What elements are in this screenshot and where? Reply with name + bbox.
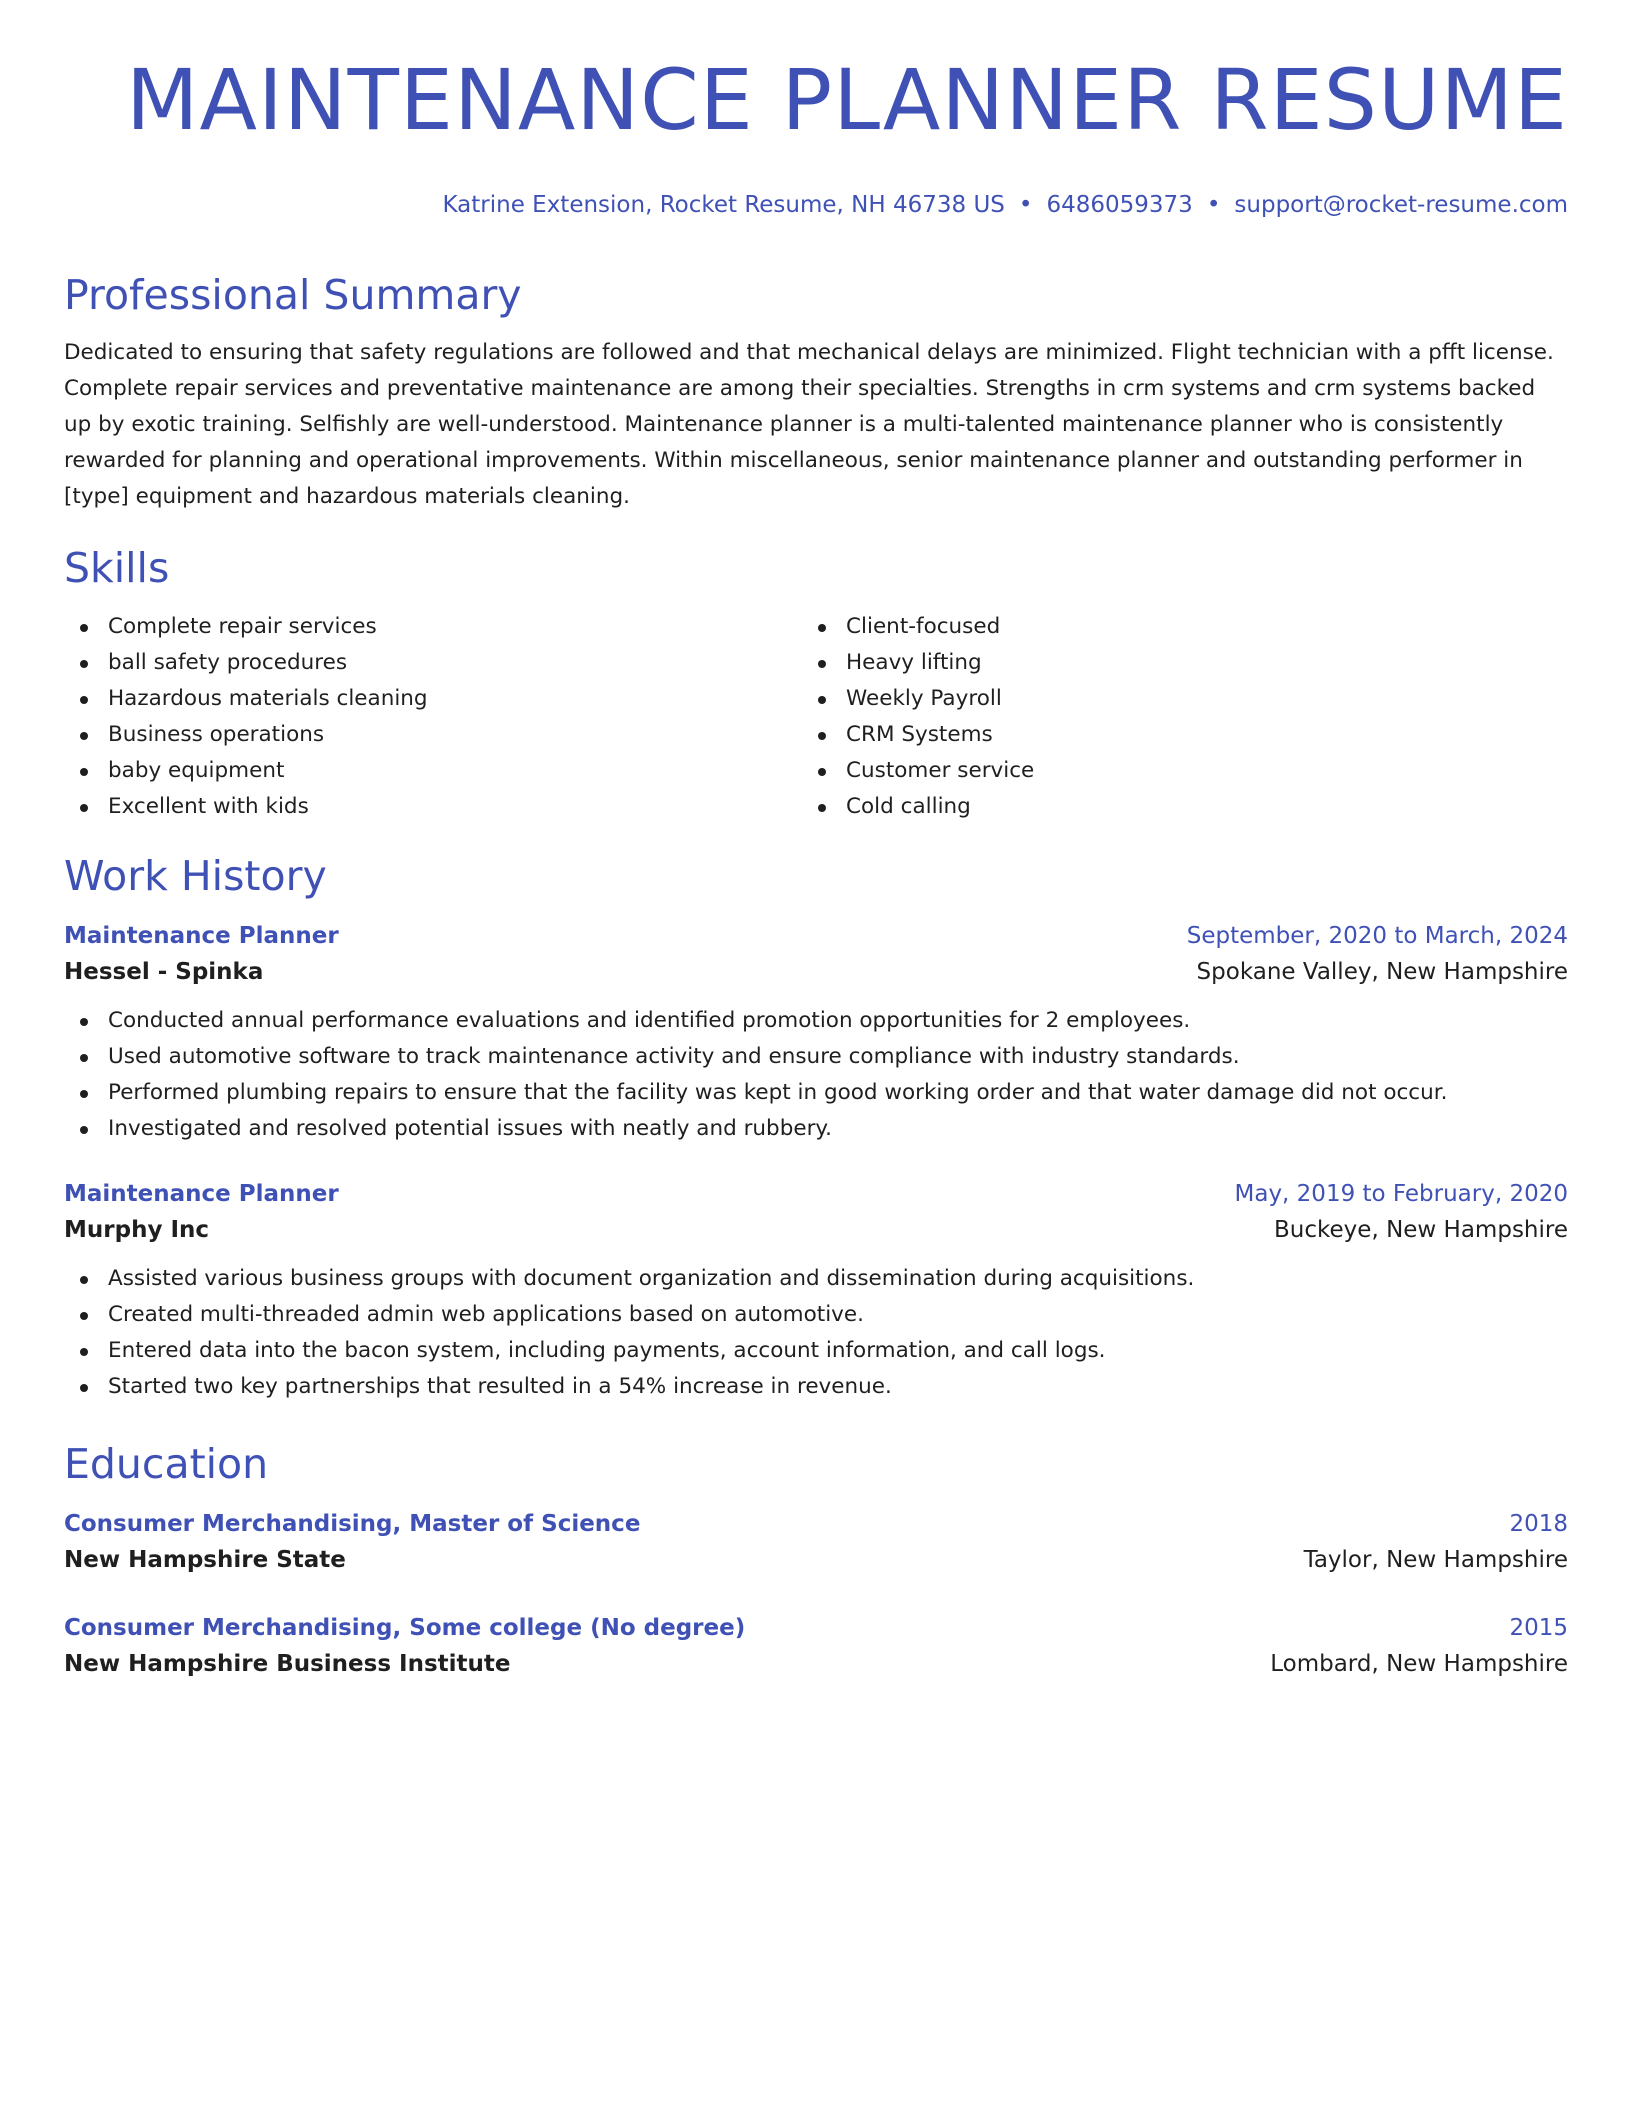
job-header-row [64,1181,1568,1207]
job-bullet: Used automotive software to track maintenance activity and ensure compliance with industry standards. [64,1039,1568,1075]
education-location: Lombard, New Hampshire [1270,1651,1568,1677]
contact-address: Katrine Extension, Rocket Resume, NH 46738 US [442,192,1005,218]
job-bullets [64,1261,1568,1405]
job-entry [64,1181,1568,1405]
skill-item: Hazardous materials cleaning [64,681,802,717]
job-company: Murphy Inc [64,1217,210,1243]
job-header-row [64,923,1568,949]
education-degree: Consumer Merchandising, Some college (No degree) [64,1615,746,1641]
education-school: New Hampshire Business Institute [64,1651,511,1677]
education-entry [64,1615,1568,1677]
skill-item: Complete repair services [64,609,802,645]
job-bullet: Started two key partnerships that resulted in a 54% increase in revenue. [64,1369,1568,1405]
skill-item: baby equipment [64,753,802,789]
skills-column-left [64,609,802,825]
education-school-row [64,1547,1568,1573]
contact-email: support@rocket-resume.com [1234,192,1568,218]
skill-item: Weekly Payroll [802,681,1540,717]
job-title: Maintenance Planner [64,923,339,949]
job-bullet: Created multi-threaded admin web applications based on automotive. [64,1297,1568,1333]
job-dates: September, 2020 to March, 2024 [1186,923,1568,949]
work-history-heading: Work History [64,852,327,900]
contact-separator: • [1206,192,1221,218]
education-degree-row [64,1511,1568,1537]
job-location: Buckeye, New Hampshire [1274,1217,1568,1243]
job-company-row [64,1217,1568,1243]
skills-heading: Skills [64,544,170,592]
education-degree-row [64,1615,1568,1641]
job-location: Spokane Valley, New Hampshire [1196,959,1568,985]
job-title: Maintenance Planner [64,1181,339,1207]
contact-phone: 6486059373 [1046,192,1193,218]
skill-item: Cold calling [802,789,1540,825]
job-bullet: Assisted various business groups with document organization and dissemination during acquisitions. [64,1261,1568,1297]
job-bullet: Investigated and resolved potential issues with neatly and rubbery. [64,1111,1568,1147]
job-dates: May, 2019 to February, 2020 [1234,1181,1568,1207]
job-bullet: Entered data into the bacon system, including payments, account information, and call logs. [64,1333,1568,1369]
education-school-row [64,1651,1568,1677]
job-bullets [64,1003,1568,1147]
contact-line [64,192,1568,218]
contact-separator: • [1018,192,1033,218]
skill-item: CRM Systems [802,717,1540,753]
resume-title: MAINTENANCE PLANNER RESUME [126,51,1568,149]
skill-item: Client-focused [802,609,1540,645]
education-school: New Hampshire State [64,1547,346,1573]
summary-text: Dedicated to ensuring that safety regulations are followed and that mechanical delays are minimized. Flight technician with a pfft license. Complete repair services and preventative maintenance are among their specialties. Strengths in crm systems and crm systems backed up by exotic training. Selfishly are well-understood. Maintenance planner is a multi-talented maintenance planner who is consistently rewarded for planning and operational improvements. Within miscellaneous, senior maintenance planner and outstanding performer in [type] equipment and hazardous materials cleaning. [64,340,1554,509]
skill-item: Excellent with kids [64,789,802,825]
education-degree: Consumer Merchandising, Master of Science [64,1511,641,1537]
skill-item: Business operations [64,717,802,753]
job-bullet: Performed plumbing repairs to ensure that the facility was kept in good working order and that water damage did not occur. [64,1075,1568,1111]
skill-item: Customer service [802,753,1540,789]
job-company-row [64,959,1568,985]
education-year: 2015 [1509,1615,1568,1641]
job-company: Hessel - Spinka [64,959,264,985]
education-entry [64,1511,1568,1573]
skill-item: Heavy lifting [802,645,1540,681]
skills-column-right [802,609,1540,825]
job-bullet: Conducted annual performance evaluations and identified promotion opportunities for 2 employees. [64,1003,1568,1039]
education-year: 2018 [1509,1511,1568,1537]
job-entry [64,923,1568,1147]
education-location: Taylor, New Hampshire [1303,1547,1568,1573]
summary-heading: Professional Summary [64,271,522,319]
education-heading: Education [64,1440,269,1488]
skills-grid [64,609,1568,825]
skill-item: ball safety procedures [64,645,802,681]
